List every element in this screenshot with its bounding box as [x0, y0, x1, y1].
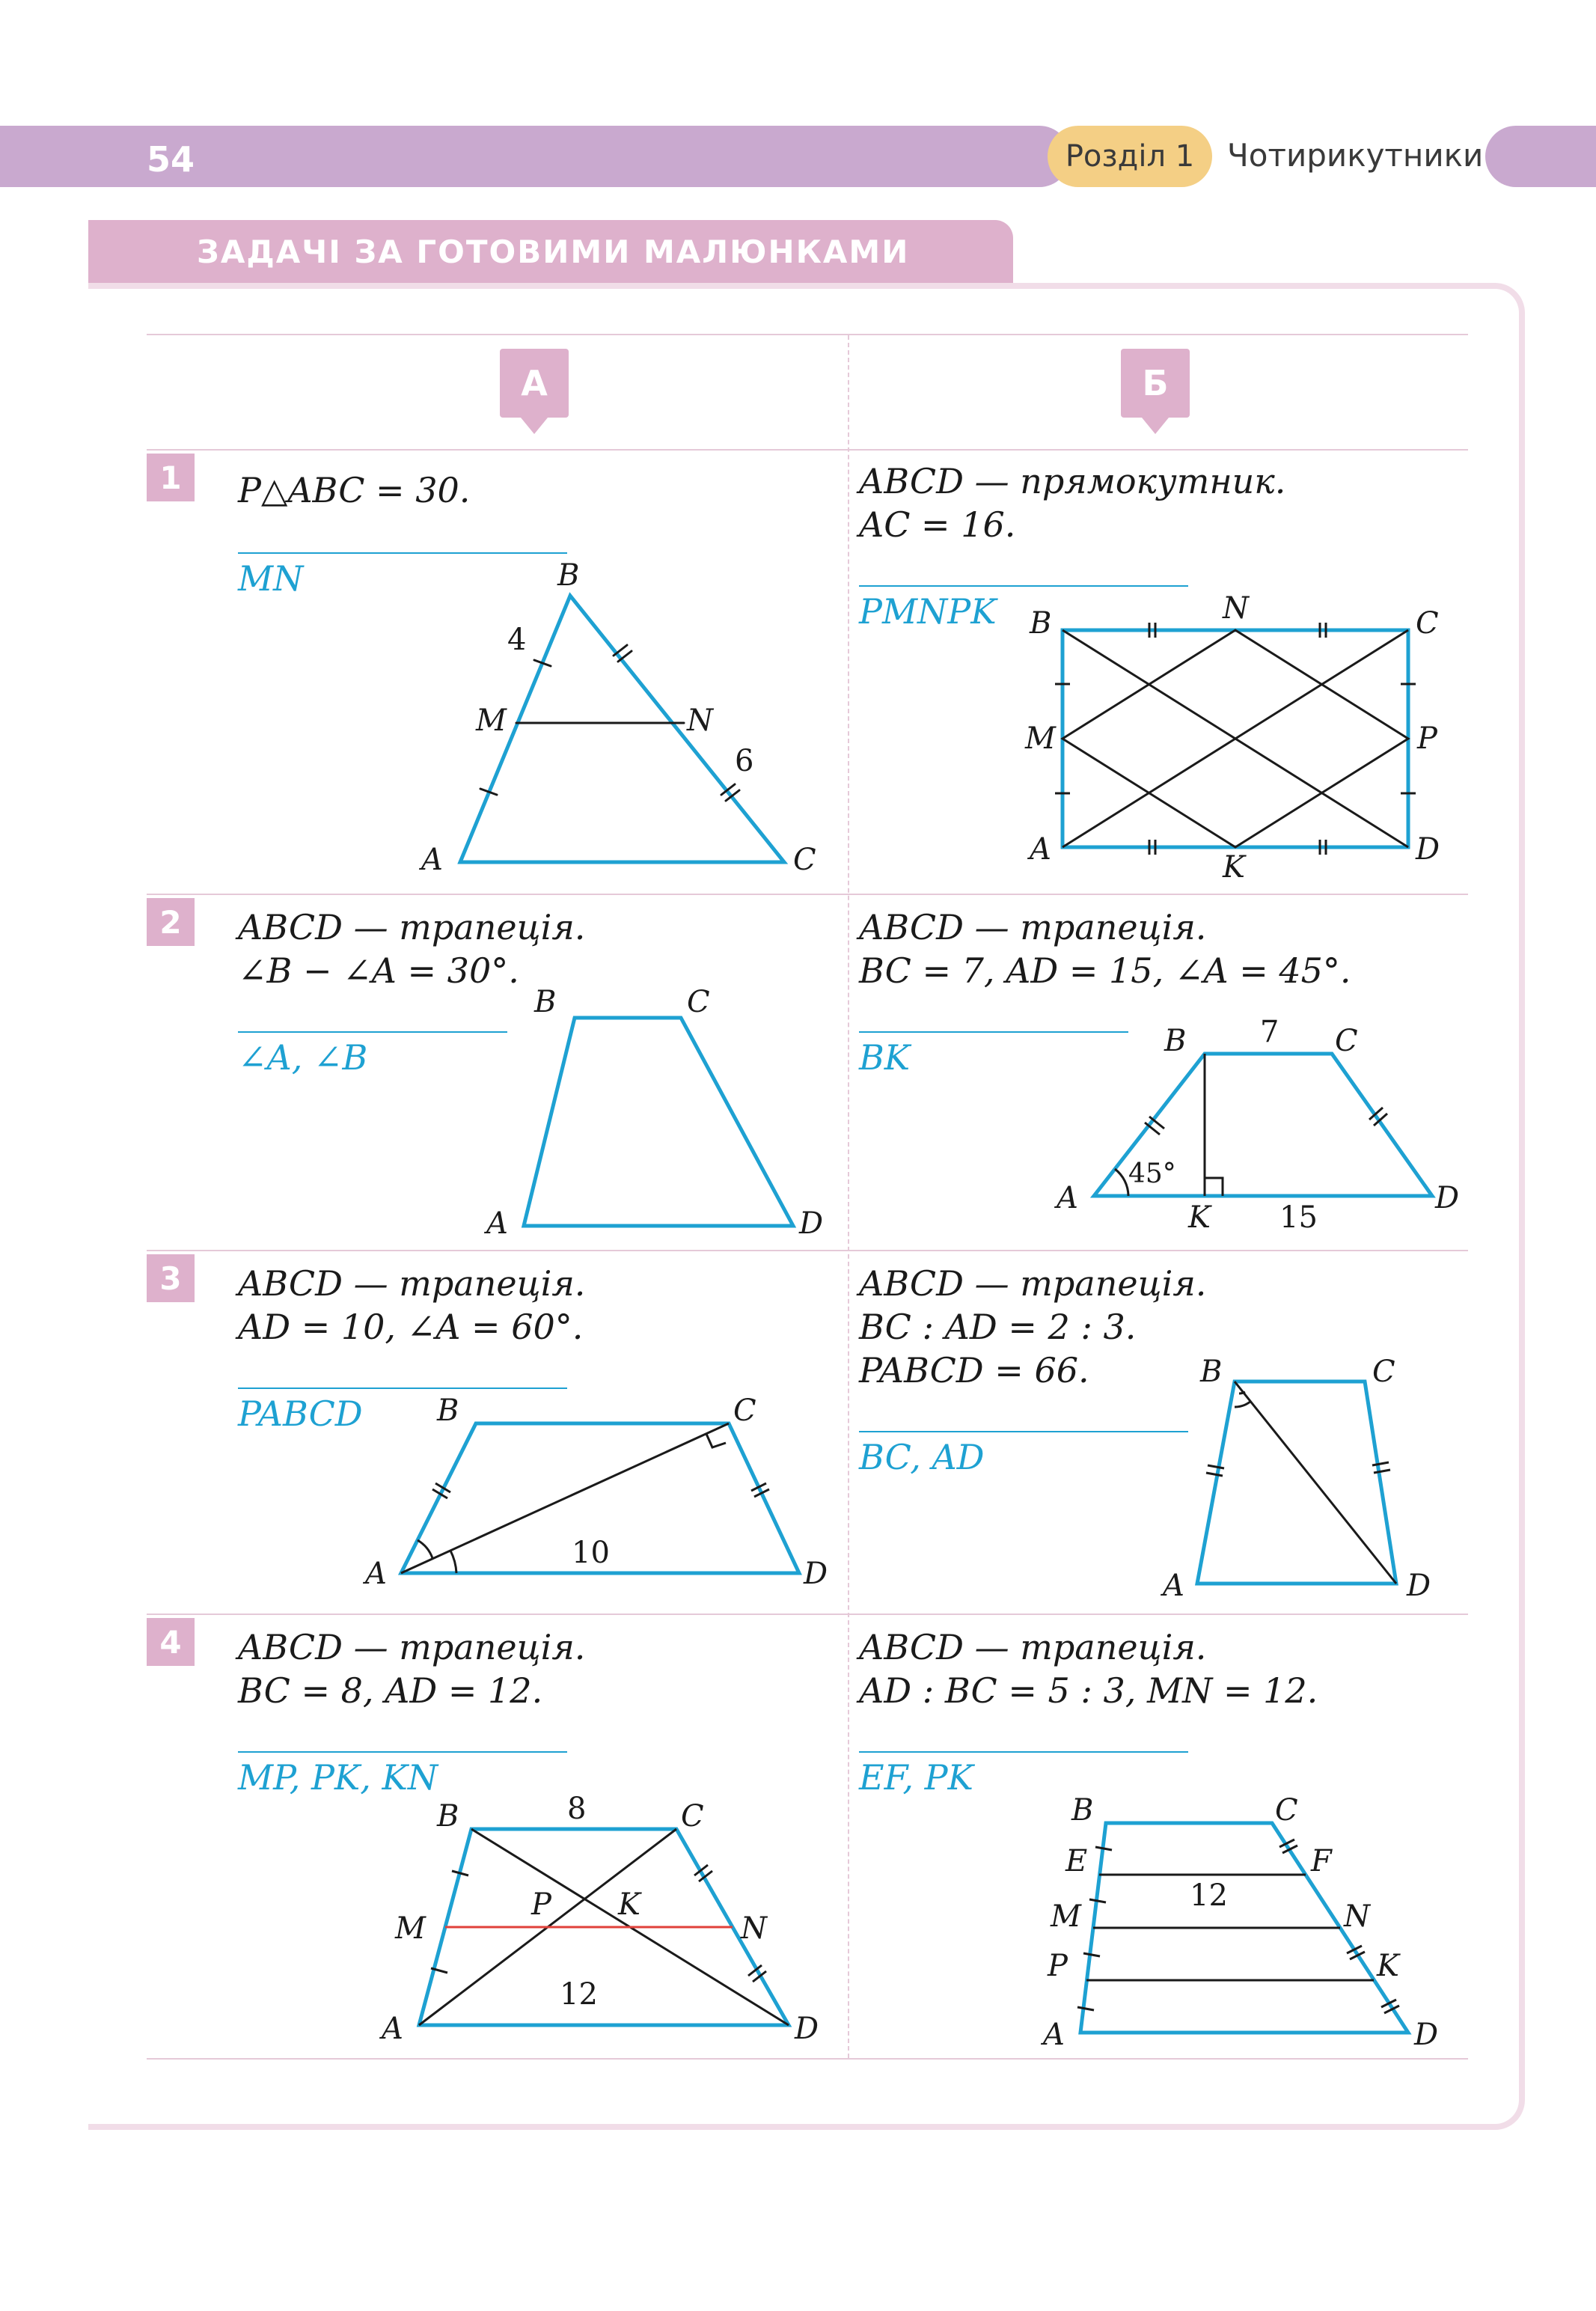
- label-A: A: [1043, 2018, 1065, 2052]
- label-B: B: [1164, 1024, 1187, 1058]
- find-answer: MP, PK, KN: [238, 1751, 567, 1798]
- find-answer: BK: [859, 1031, 1128, 1078]
- label-B: B: [1200, 1355, 1223, 1389]
- chapter-label: Розділ 1: [1048, 126, 1212, 187]
- page-number: 54: [147, 139, 195, 180]
- label-A: A: [382, 2012, 403, 2046]
- label-B: B: [437, 1799, 459, 1834]
- value-label: 6: [735, 744, 754, 778]
- label-B: B: [557, 558, 580, 593]
- label-F: F: [1311, 1844, 1332, 1878]
- given-text: BC = 8, AD = 12.: [238, 1670, 543, 1711]
- label-A: A: [365, 1557, 387, 1591]
- given-text: BC : AD = 2 : 3.: [859, 1307, 1137, 1347]
- label-C: C: [687, 985, 710, 1019]
- label-C: C: [793, 843, 816, 877]
- label-C: C: [1335, 1024, 1358, 1058]
- given-text: ABCD — трапеція.: [859, 1263, 1207, 1304]
- given-text: AC = 16.: [859, 504, 1016, 545]
- value-label: 12: [1190, 1878, 1228, 1913]
- section-title: ЗАДАЧІ ЗА ГОТОВИМИ МАЛЮНКАМИ: [88, 220, 1013, 283]
- value-label: 15: [1279, 1200, 1318, 1235]
- label-A: A: [1057, 1181, 1078, 1215]
- problem-number: 2: [147, 898, 195, 946]
- label-C: C: [1416, 606, 1439, 641]
- label-C: C: [733, 1393, 756, 1428]
- given-text: AD = 10, ∠A = 60°.: [238, 1307, 584, 1347]
- value-label: 7: [1260, 1015, 1279, 1049]
- label-D: D: [1407, 1569, 1431, 1603]
- label-K: K: [1223, 850, 1245, 885]
- label-C: C: [1372, 1355, 1395, 1389]
- chapter-title: Чотирикутники: [1227, 137, 1484, 174]
- given-text: ∠B − ∠A = 30°.: [238, 950, 519, 991]
- label-M: M: [1025, 721, 1056, 756]
- label-M: M: [476, 703, 507, 738]
- label-D: D: [799, 1206, 824, 1241]
- find-answer: BC, AD: [859, 1431, 1188, 1478]
- label-K: K: [618, 1887, 640, 1922]
- value-label: 8: [567, 1792, 587, 1826]
- label-N: N: [741, 1911, 767, 1946]
- find-answer: EF, PK: [859, 1751, 1188, 1798]
- given-text: P△ABC = 30.: [238, 470, 471, 510]
- label-A: A: [1163, 1569, 1184, 1603]
- column-a-badge: А: [500, 349, 569, 418]
- given-text: ABCD — прямокутник.: [859, 461, 1286, 501]
- label-D: D: [795, 2012, 819, 2046]
- label-A: A: [421, 843, 443, 877]
- label-D: D: [1414, 2018, 1439, 2052]
- given-text: AD : BC = 5 : 3, MN = 12.: [859, 1670, 1318, 1711]
- label-N: N: [687, 703, 713, 738]
- given-text: PABCD = 66.: [859, 1350, 1089, 1390]
- label-C: C: [681, 1799, 704, 1834]
- label-B: B: [534, 985, 557, 1019]
- label-N: N: [1344, 1899, 1370, 1934]
- given-text: ABCD — трапеція.: [238, 907, 586, 947]
- find-answer: MN: [238, 552, 567, 599]
- label-K: K: [1377, 1949, 1399, 1983]
- label-D: D: [804, 1557, 828, 1591]
- find-answer: PABCD: [238, 1387, 567, 1435]
- given-text: ABCD — трапеція.: [238, 1627, 586, 1667]
- label-M: M: [395, 1911, 426, 1946]
- label-K: K: [1188, 1200, 1211, 1235]
- label-B: B: [1030, 606, 1052, 641]
- label-M: M: [1051, 1899, 1081, 1934]
- label-N: N: [1223, 591, 1249, 626]
- label-D: D: [1435, 1181, 1460, 1215]
- label-P: P: [1417, 721, 1437, 756]
- label-C: C: [1275, 1793, 1298, 1828]
- value-label: 12: [560, 1977, 598, 2012]
- label-A: A: [486, 1206, 508, 1241]
- value-label: 4: [507, 623, 527, 657]
- label-A: A: [1030, 832, 1051, 867]
- label-E: E: [1065, 1844, 1088, 1878]
- problem-number: 4: [147, 1618, 195, 1666]
- problem-number: 1: [147, 454, 195, 501]
- label-B: B: [437, 1393, 459, 1428]
- find-answer: ∠A, ∠B: [238, 1031, 507, 1078]
- given-text: BC = 7, AD = 15, ∠A = 45°.: [859, 950, 1351, 991]
- angle-label: 45°: [1128, 1158, 1176, 1189]
- value-label: 10: [572, 1536, 610, 1570]
- label-D: D: [1416, 832, 1440, 867]
- label-P: P: [1048, 1949, 1068, 1983]
- label-B: B: [1071, 1793, 1094, 1828]
- label-P: P: [531, 1887, 551, 1922]
- given-text: ABCD — трапеція.: [238, 1263, 586, 1304]
- problem-number: 3: [147, 1254, 195, 1302]
- given-text: ABCD — трапеція.: [859, 907, 1207, 947]
- given-text: ABCD — трапеція.: [859, 1627, 1207, 1667]
- find-answer: PMNPK: [859, 585, 1188, 632]
- column-b-badge: Б: [1121, 349, 1190, 418]
